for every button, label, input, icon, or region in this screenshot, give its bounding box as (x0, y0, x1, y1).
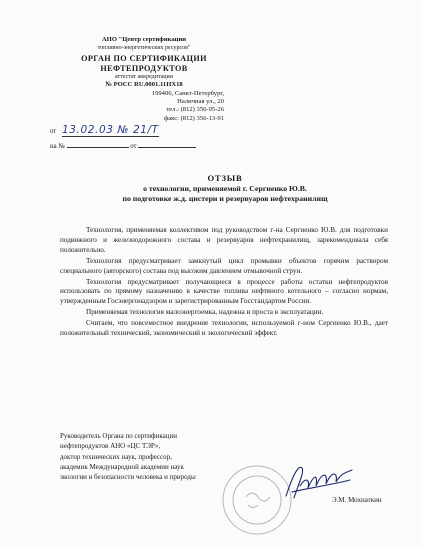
body-paragraph-3: Технология предусматривает получающиеся в процессе работы остатки нефтепродуктов использовать по прямому назначению в качестве топлива нефтяного котельного – согласно нормам, утвержденным Госэнергонадзором и зарегистрированным Госстандартом России. (60, 277, 388, 306)
address-line-2: Наличная ул., 20 (177, 98, 224, 106)
reference-from-label: от (50, 128, 57, 135)
reference-from-label-2: от (130, 143, 137, 150)
signatory-name: Э.М. Мохнаткин (332, 496, 382, 504)
signatory-line-5: экологии и безопасности человека и природы (60, 473, 196, 482)
org-title: ОРГАН ПО СЕРТИФИКАЦИИ (81, 53, 207, 63)
org-name-continued: топливно-энергетических ресурсов" (97, 45, 191, 52)
title-heading: ОТЗЫВ (207, 173, 243, 183)
body-paragraph-4: Применяемая технология малоэнергоемка, надежна и проста в эксплуатации. (86, 308, 324, 317)
signatory-line-2: нефтепродуктов АНО «ЦС ТЭР», (60, 442, 161, 451)
org-name: АНО "Центр сертификации (101, 36, 187, 43)
body-paragraph-2: Технология предусматривает замкнутый цикл промывки объектов горячим раствором специального (авторского) состава под высоким давлением отмывочной струи. (60, 256, 388, 275)
letterhead (56, 36, 232, 123)
org-title-continued: НЕФТЕПРОДУКТОВ (100, 63, 188, 73)
body-paragraph-5: Считаем, что повсеместное внедрение технологии, используемой г-ном Сергиенко Ю.В., дает положительный технический, экономический и экологический эффект. (60, 319, 388, 338)
address-line-1: 199406, Санкт-Петербург, (151, 89, 224, 97)
handwritten-date-number: 13.02.03 № 21/Т (61, 124, 159, 136)
phone-line: тел.: (812) 356-95-26 (166, 106, 224, 114)
reference-number-line (50, 140, 196, 150)
reference-number-value (67, 140, 129, 148)
document-title (60, 173, 390, 204)
signatory-line-1: Руководитель Органа по сертификации (60, 432, 177, 440)
accreditation-label: аттестат аккредитации (115, 73, 173, 80)
signatory-line-4: академик Международной академии наук (60, 462, 184, 471)
title-line-1: о технологии, применяемой г. Сергиенко Ю.В. (143, 184, 307, 193)
document-body (60, 226, 388, 340)
fax-line: факс: (812) 356-13-91 (163, 114, 224, 122)
reference-date-line (50, 124, 159, 137)
title-line-2: по подготовке ж.д. цистерн и резервуаров нефтехранилищ (122, 194, 328, 203)
reference-from-blank (138, 140, 196, 148)
reference-number-label: на № (50, 143, 65, 150)
signatory-line-3: доктор технических наук, профессор, (60, 452, 172, 461)
body-paragraph-1: Технология, применяемая коллективом под руководством г-на Сергиенко Ю.В. для подготовки подвижного и железнодорожного состава и резервуаров нефтехранилищ, зарекомендовала себя положительно. (60, 226, 388, 254)
accreditation-number: № РОСС RU.0001.11НХ18 (105, 81, 183, 89)
